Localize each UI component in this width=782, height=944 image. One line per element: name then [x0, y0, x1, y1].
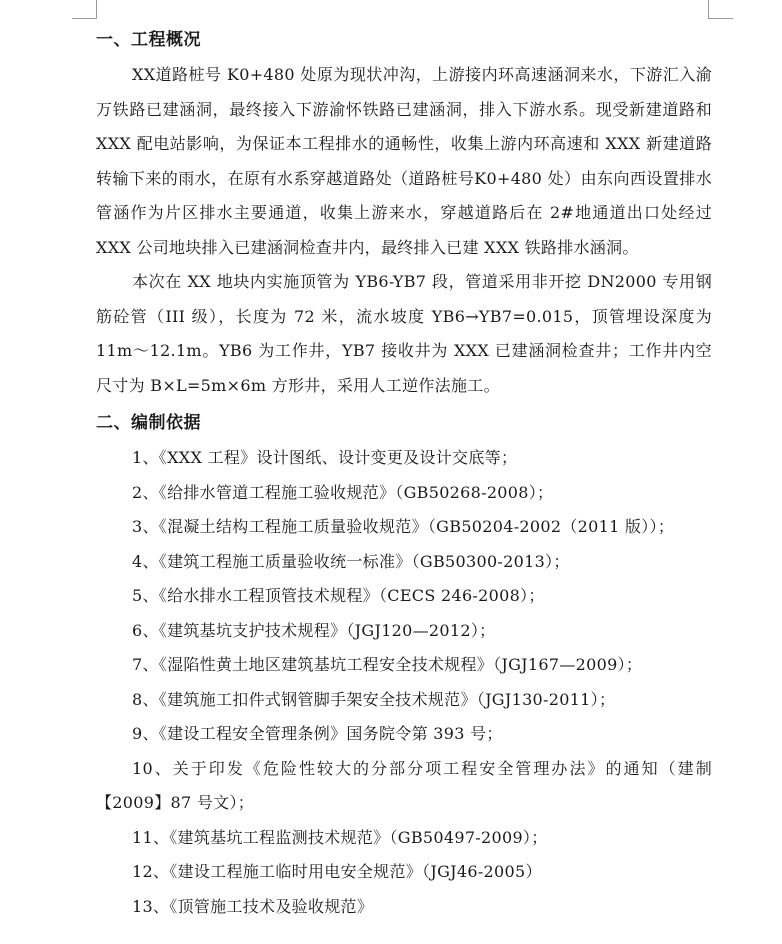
- list-item: 6、《建筑基坑支护技术规程》（JGJ120—2012）；: [132, 620, 496, 640]
- list-item: 10、关于印发《危险性较大的分部分项工程安全管理办法》的通知（建制【2009】87 号文）；: [96, 758, 712, 812]
- list-item: 11、《建筑基坑工程监测技术规范》（GB50497-2009）；: [132, 827, 548, 847]
- overview-paragraph-2: 本次在 XX 地块内实施顶管为 YB6-YB7 段，管道采用非开挖 DN2000 专用钢筋砼管（III 级），长度为 72 米，流水坡度 YB6→YB7=0.015，顶管埋设深度为 11m～12.1m。YB6 为工作井，YB7 接收井为 XXX 已建涵洞检查井；工作井内空尺寸为 B×L=5m×6m 方形井，采用人工逆作法施工。: [96, 272, 712, 395]
- list-item: 13、《顶管施工技术及验收规范》: [132, 896, 374, 916]
- list-item: 4、《建筑工程施工质量验收统一标准》（GB50300-2013）；: [132, 551, 570, 571]
- list-item: 3、《混凝土结构工程施工质量验收规范》（GB50204-2002（2011 版））；: [132, 517, 675, 536]
- list-item: 12、《建设工程施工临时用电安全规范》（JGJ46-2005）: [132, 862, 542, 881]
- list-item: 2、《给排水管道工程施工验收规范》（GB50268-2008）；: [132, 482, 554, 502]
- crop-mark-top-left: [72, 0, 97, 19]
- section-heading-overview: 一、工程概况: [96, 30, 201, 50]
- list-item: 5、《给水排水工程顶管技术规程》（CECS 246-2008）；: [132, 586, 545, 605]
- list-item: 8、《建筑施工扣件式钢管脚手架安全技术规范》（JGJ130-2011）；: [132, 689, 616, 709]
- crop-mark-top-right: [708, 0, 733, 19]
- list-item: 1、《XXX 工程》设计图纸、设计变更及设计交底等；: [132, 448, 518, 467]
- document-body: [96, 22, 712, 916]
- list-item: 9、《建设工程安全管理条例》国务院令第 393 号；: [132, 724, 503, 743]
- section-heading-basis: 二、编制依据: [96, 413, 201, 433]
- list-item: 7、《湿陷性黄土地区建筑基坑工程安全技术规程》（JGJ167—2009）；: [132, 655, 643, 674]
- basis-list: [96, 441, 712, 916]
- overview-paragraph-1: XX道路桩号 K0+480 处原为现状冲沟，上游接内环高速涵洞来水，下游汇入渝万铁路已建涵洞，最终接入下游渝怀铁路已建涵洞，排入下游水系。现受新建道路和 XXX 配电站影响，为保证本工程排水的通畅性，收集上游内环高速和 XXX 新建道路转输下来的雨水，在原有水系穿越道路处（道路桩号K0+480 处）由东向西设置排水管涵作为片区排水主要通道，收集上游来水，穿越道路后在 2#地通道出口处经过 XXX 公司地块排入已建涵洞检查井内，最终排入已建 XXX 铁路排水涵洞。: [96, 65, 712, 257]
